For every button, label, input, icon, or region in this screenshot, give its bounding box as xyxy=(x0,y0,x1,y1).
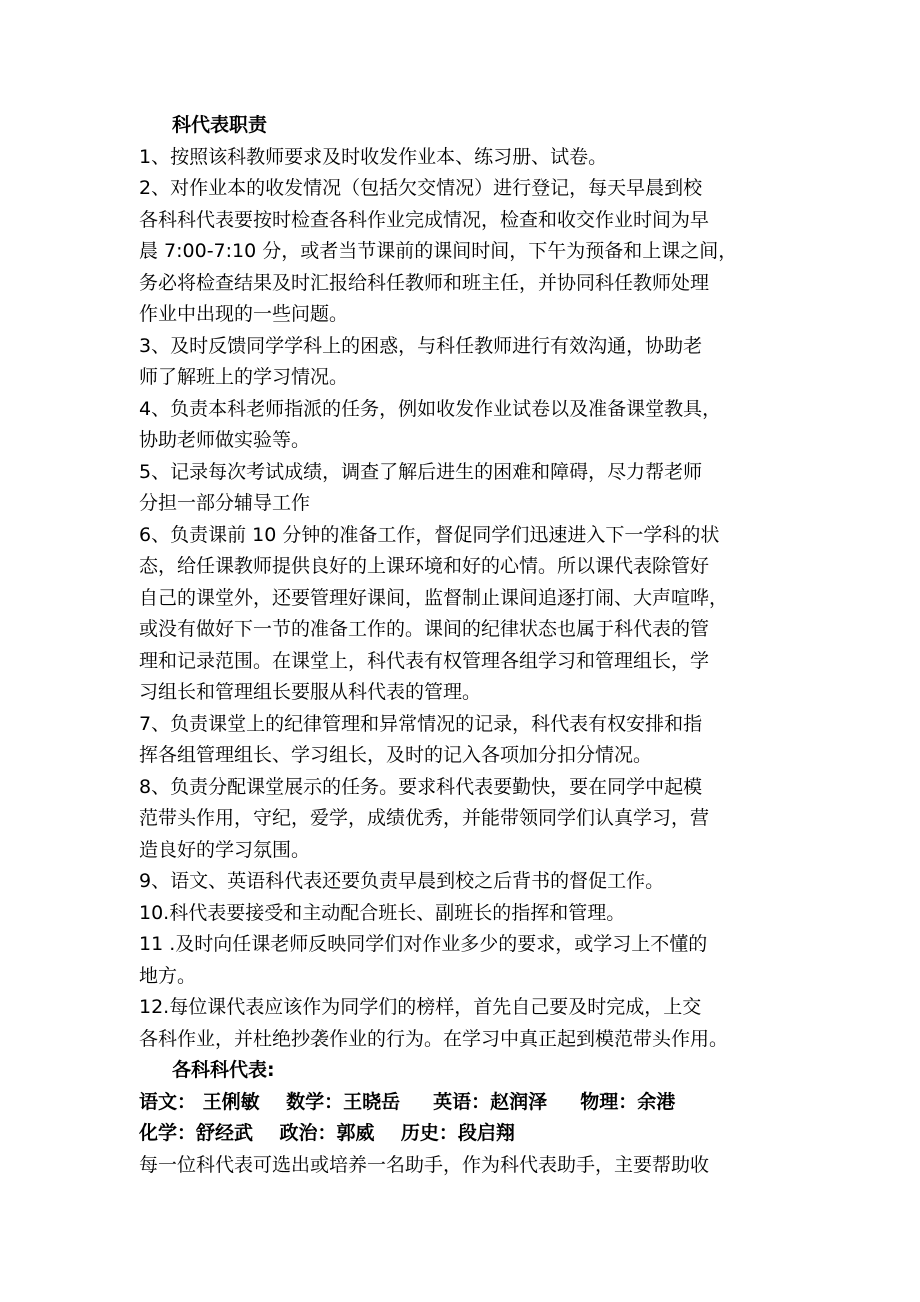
paragraph-line: 1、按照该科教师要求及时收发作业本、练习册、试卷。 xyxy=(139,145,608,168)
paragraph-line: 挥各组管理组长、学习组长，及时的记入各项加分扣分情况。 xyxy=(139,744,653,766)
paragraph-line: 造良好的学习氛围。 xyxy=(139,838,311,861)
paragraph-line: 5、记录每次考试成绩，调查了解后进生的困难和障碍，尽力帮老师 xyxy=(139,460,703,483)
paragraph-line: 理和记录范围。在课堂上，科代表有权管理各组学习和管理组长，学 xyxy=(139,649,710,672)
paragraph-line: 8、负责分配课堂展示的任务。要求科代表要勤快，要在同学中起模 xyxy=(139,775,703,798)
paragraph-line: 4、负责本科老师指派的任务，例如收发作业试卷以及准备课堂教具， xyxy=(139,397,722,420)
subject-reps-subtitle: 各科科代表: xyxy=(172,1059,275,1081)
paragraph-line: 各科科代表要按时检查各科作业完成情况，检查和收交作业时间为早 xyxy=(139,208,710,231)
paragraph-line: 12.每位课代表应该作为同学们的榜样，首先自己要及时完成，上交 xyxy=(139,996,702,1018)
subject-reps-row: 化学：舒经武 政治：郭威 历史：段启翔 xyxy=(139,1122,515,1144)
document-page xyxy=(139,110,787,1181)
paragraph-line: 10.科代表要接受和主动配合班长、副班长的指挥和管理。 xyxy=(139,901,626,924)
paragraph-line: 地方。 xyxy=(139,964,197,987)
subject-reps-row: 语文： 王俐敏 数学：王晓岳 英语：赵润泽 物理：余港 xyxy=(139,1090,676,1113)
paragraph-line: 7、负责课堂上的纪律管理和异常情况的记录，科代表有权安排和指 xyxy=(139,712,703,735)
paragraph-line: 3、及时反馈同学学科上的困惑，与科任教师进行有效沟通，协助老 xyxy=(139,334,703,357)
paragraph-line: 务必将检查结果及时汇报给科任教师和班主任，并协同科任教师处理 xyxy=(139,271,710,294)
paragraph-line: 分担一部分辅导工作 xyxy=(139,492,311,514)
paragraph-line: 9、语文、英语科代表还要负责早晨到校之后背书的督促工作。 xyxy=(139,870,665,892)
paragraph-line: 2、对作业本的收发情况（包括欠交情况）进行登记，每天早晨到校 xyxy=(139,177,703,199)
paragraph-line: 作业中出现的一些问题。 xyxy=(139,303,349,325)
paragraph-line: 或没有做好下一节的准备工作的。课间的纪律状态也属于科代表的管 xyxy=(139,618,710,640)
paragraph-line: 范带头作用，守纪，爱学，成绩优秀，并能带领同学们认真学习，营 xyxy=(139,807,710,829)
paragraph-line: 师了解班上的学习情况。 xyxy=(139,366,349,388)
document-title: 科代表职责 xyxy=(172,114,268,136)
paragraph-line: 11 .及时向任课老师反映同学们对作业多少的要求，或学习上不懂的 xyxy=(139,933,708,955)
paragraph-line: 态，给任课教师提供良好的上课环境和好的心情。所以课代表除管好 xyxy=(139,555,710,577)
paragraph-line: 习组长和管理组长要服从科代表的管理。 xyxy=(139,681,482,703)
paragraph-line: 晨 7:00-7:10 分，或者当节课前的课间时间，下午为预备和上课之间， xyxy=(139,240,738,262)
paragraph-line: 自己的课堂外，还要管理好课间，监督制止课间追逐打闹、大声喧哗， xyxy=(139,586,729,609)
paragraph-line: 每一位科代表可选出或培养一名助手，作为科代表助手，主要帮助收 xyxy=(139,1153,710,1176)
paragraph-line: 各科作业，并杜绝抄袭作业的行为。在学习中真正起到模范带头作用。 xyxy=(139,1027,729,1050)
paragraph-line: 6、负责课前 10 分钟的准备工作，督促同学们迅速进入下一学科的状 xyxy=(139,523,720,546)
paragraph-line: 协助老师做实验等。 xyxy=(139,429,311,451)
